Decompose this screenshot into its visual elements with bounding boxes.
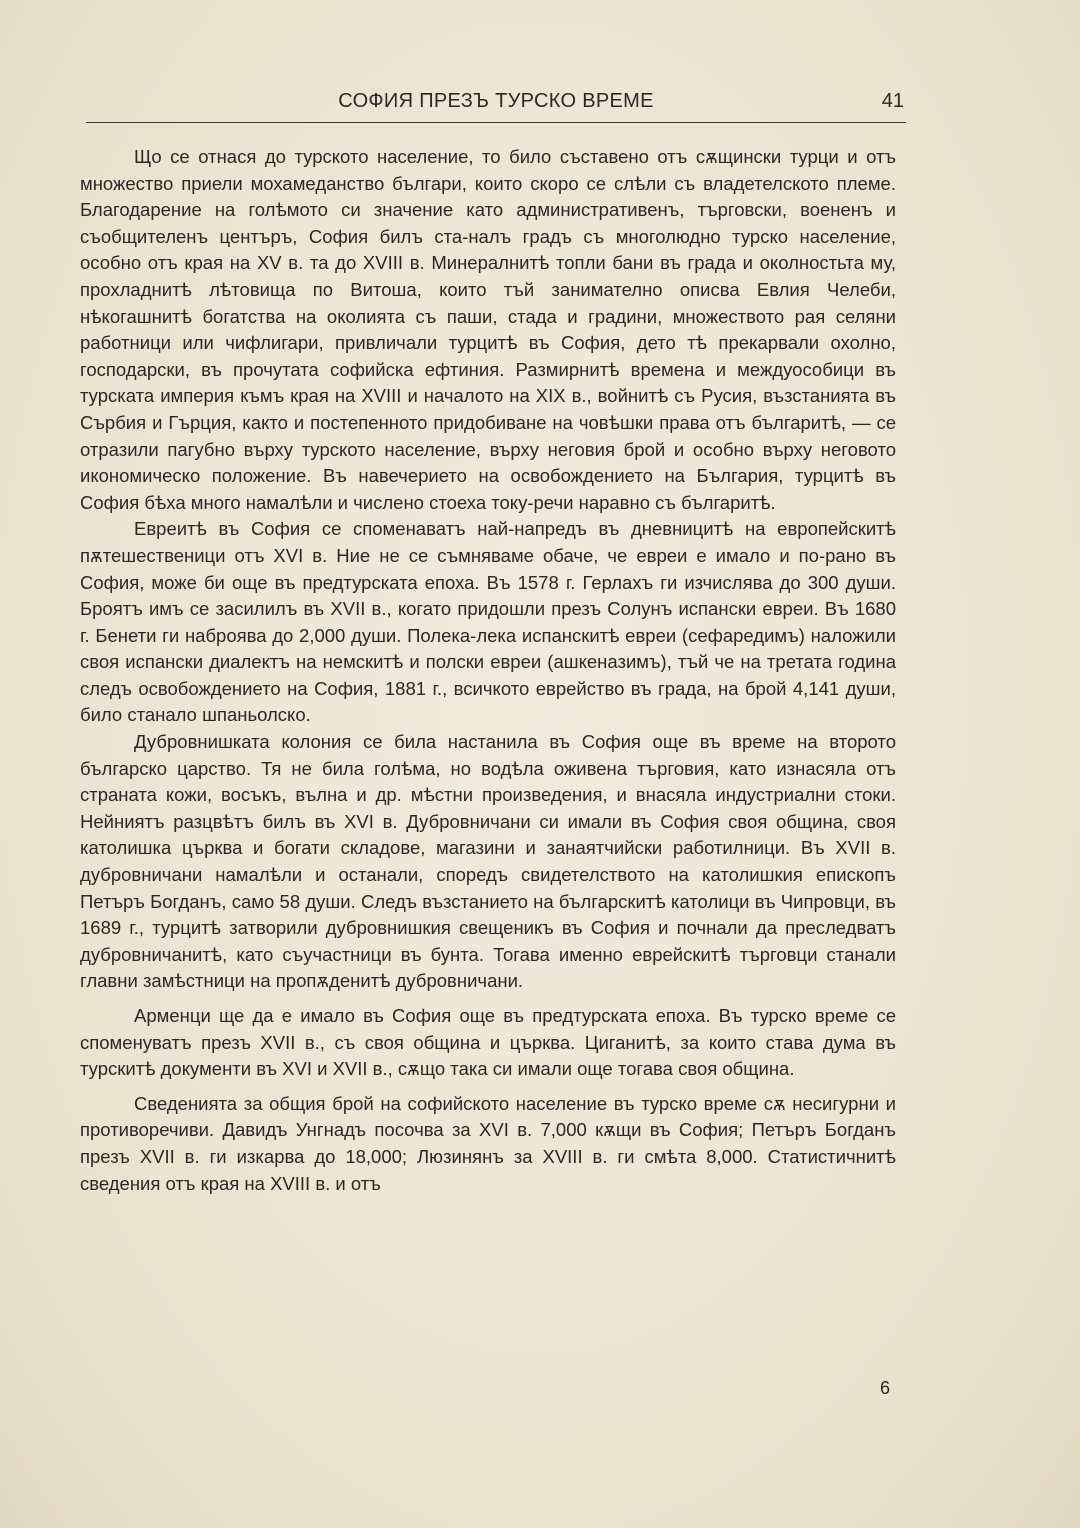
body-text xyxy=(80,144,896,1197)
running-title: СОФИЯ ПРЕЗЪ ТУРСКО ВРЕМЕ xyxy=(338,90,654,112)
paragraph-armenians-gypsies: Арменци ще да е имало въ София още въ предтурската епоха. Въ турско време се споменуватъ презъ XVII в., съ своя община и църква. Циганитѣ, за които става дума въ турскитѣ документи въ XVI и XVII в., сѫщо така си имали още тогава своя община. xyxy=(80,1005,896,1080)
paragraph-jews: Евреитѣ въ София се споменаватъ най-напредъ въ дневницитѣ на европейскитѣ пѫтешественици отъ XVI в. Ние не се съмняваме обаче, че евреи е имало и по-рано въ София, може би още въ предтурската епоха. Въ 1578 г. Герлахъ ги изчислява до 300 души. Броятъ имъ се засилилъ въ XVII в., когато придошли презъ Солунъ испански евреи. Въ 1680 г. Бенети ги наброява до 2,000 души. Полека-лека испанскитѣ евреи (сефаредимъ) наложили своя испански диалектъ на немскитѣ и полски евреи (ашкеназимъ), тъй че на третата година следъ освобождението на София, 1881 г., всичкото еврейство въ града, на брой 4,141 души, било станало шпаньолско. xyxy=(80,518,896,726)
paragraph-population-estimates: Сведенията за общия брой на софийското население въ турско време сѫ несигурни и противоречиви. Давидъ Унгнадъ посочва за XVI в. 7,000 кѫщи въ София; Петъръ Богданъ презъ XVII в. ги изкарва до 18,000; Люзинянъ за XVIII в. ги смѣта 8,000. Статистичнитѣ сведения отъ края на XVIII в. и отъ xyxy=(80,1092,896,1194)
page-number: 41 xyxy=(881,90,904,112)
printer-signature-mark: 6 xyxy=(879,1378,890,1398)
paragraph-dubrovnik-colony: Дубровнишката колония се била настанила въ София още въ време на второто българско царство. Тя не била голѣма, но водѣла оживена търговия, като изнасяла отъ страната кожи, восъкъ, вълна и др. мѣстни произведения, и внасяла индустриални стоки. Нейниятъ разцвѣтъ билъ въ XVI в. Дубровничани си имали въ София своя община, своя католишка църква и богати складове, магазини и занаятчийски работилници. Въ XVII в. дубровничани намалѣли и останали, споредъ свидетелството на католишкия епископъ Петъръ Богданъ, само 58 души. Следъ възстанието на българскитѣ католици въ Чипровци, въ 1689 г., турцитѣ затворили дубровнишкия свещеникъ въ София и почнали да преследватъ дубровничанитѣ, като съучастници въ бунта. Тогава именно еврейскитѣ търговци станали главни замѣстници на пропѫденитѣ дубровничани. xyxy=(80,731,896,992)
paragraph-turkish-population: Що се отнася до турското население, то било съставено отъ сѫщински турци и отъ множество приели мохамеданство българи, които скоро се слѣли съ владетелското племе. Благодарение на голѣмото си значение като административенъ, търговски, воененъ и съобщителенъ центъръ, София билъ ста-налъ градъ съ многолюдно турско население, особно отъ края на XV в. та до XVIII в. Минералнитѣ топли бани въ града и околностьта му, прохладнитѣ лѣтовища по Витоша, които тъй занимателно описва Евлия Челеби, нѣкогашнитѣ богатства на околията съ паши, стада и градини, множеството рая селяни работници или чифлигари, привличали турцитѣ въ София, дето тѣ прекарвали охолно, господарски, въ прочутата софийска ефтиния. Размирнитѣ времена и междуособици въ турската империя къмъ края на XVIII и началото на XIX в., войнитѣ съ Русия, възстанията въ Сърбия и Гърция, както и постепенното придобиване на човѣшки права отъ българитѣ, — се отразили пагубно върху турското население, върху неговия брой и особно върху неговото икономическо положение. Въ навечерието на освобождението на България, турцитѣ въ София бѣха много намалѣли и числено стоеха току-речи наравно съ българитѣ. xyxy=(80,146,896,513)
running-header xyxy=(86,88,906,123)
